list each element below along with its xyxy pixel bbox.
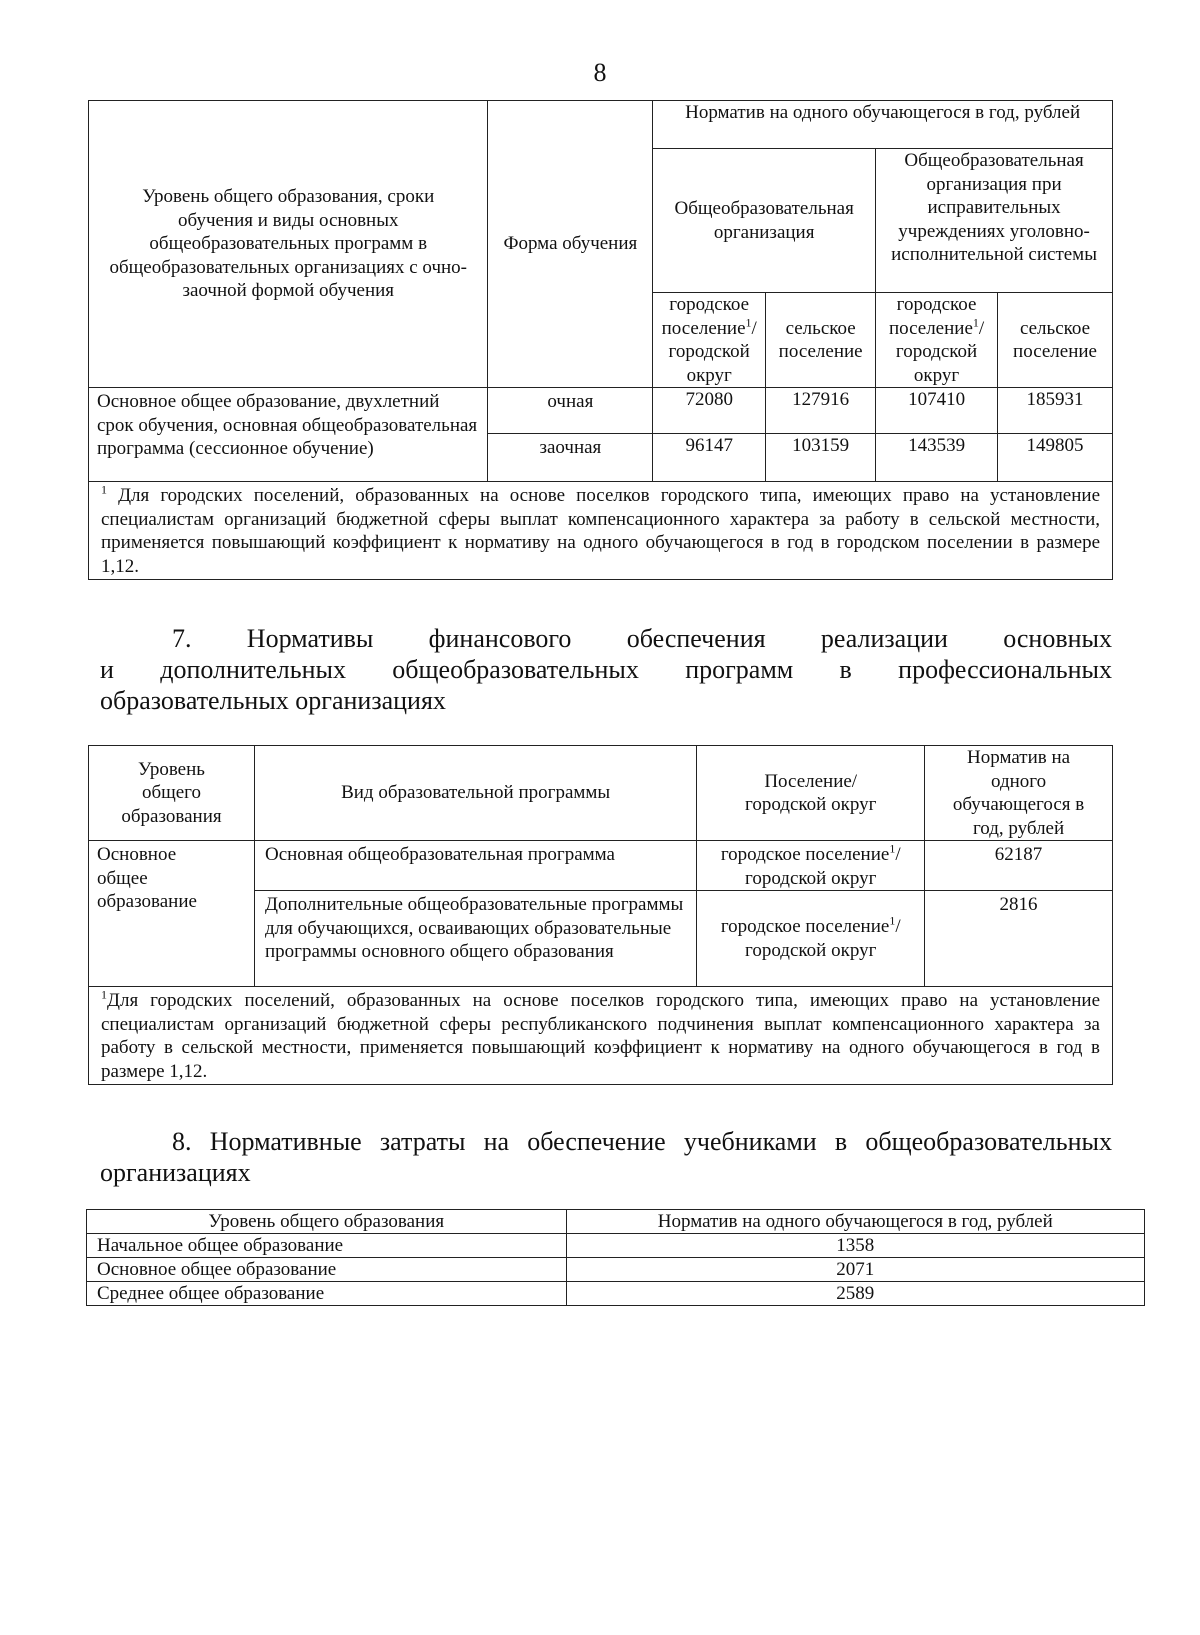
cell-value: 185931 (998, 388, 1113, 434)
level-cell: Основное общее образование (89, 841, 255, 987)
program-cell: Основная общеобразовательная программа (254, 841, 696, 891)
level-cell: Начальное общее образование (87, 1234, 567, 1258)
cell-value: 127916 (766, 388, 876, 434)
cell-form: очная (488, 388, 653, 434)
header-rural: сельское поселение (766, 293, 876, 388)
settlement-cell: городское поселение$^1$/ городской округ (697, 841, 925, 891)
footnote: $^1$ Для городских поселений, образованных на основе поселков городского типа, имеющих право на установление специалистам организаций бюджетной сферы выплат компенсационного характера за работу в сельской местности, применяется повышающий коэффициент к нормативу на одного обучающегося в год в городском поселении в размере 1,12. (89, 482, 1113, 580)
header-norm: Норматив на одного обучающегося в год, рублей (566, 1210, 1144, 1234)
header-level: Уровень общего образования, сроки обучения и виды основных общеобразовательных программ в общеобразовательных организациях с очно-заочной формой обучения (89, 101, 488, 388)
header-urban: городское поселение$^1$/ городской округ (653, 293, 766, 388)
section-8-heading (100, 1126, 1112, 1188)
program-cell: Дополнительные общеобразовательные программы для обучающихся, осваивающих образовательные программы основного общего образования (254, 891, 696, 987)
value-cell: 2071 (566, 1258, 1144, 1282)
header-rural-2: сельское поселение (998, 293, 1113, 388)
heading-line: 8. Нормативные затраты на обеспечение учебниками в общеобразовательных (172, 1127, 1112, 1156)
heading-line: образовательных организациях (100, 686, 446, 715)
header-level: Уровень общего образования (89, 746, 255, 841)
header-norm: Норматив на одного обучающегося в год, рублей (925, 746, 1113, 841)
heading-line: 7. Нормативы финансового обеспечения реализации основных (172, 624, 1112, 653)
table-professional-orgs (88, 745, 1113, 1085)
header-program: Вид образовательной программы (254, 746, 696, 841)
cell-value: 103159 (766, 434, 876, 482)
settlement-cell: городское поселение$^1$/ городской округ (697, 891, 925, 987)
table-ochno-zaochnoe (88, 100, 1113, 580)
header-level: Уровень общего образования (87, 1210, 567, 1234)
cell-value: 96147 (653, 434, 766, 482)
value-cell: 1358 (566, 1234, 1144, 1258)
section-7-heading (100, 623, 1112, 716)
cell-form: заочная (488, 434, 653, 482)
cell-value: 149805 (998, 434, 1113, 482)
heading-line: и дополнительных общеобразовательных программ в профессиональных (100, 655, 1112, 684)
header-norm: Норматив на одного обучающегося в год, рублей (653, 101, 1113, 149)
header-form: Форма обучения (488, 101, 653, 388)
header-urban-2: городское поселение$^1$/ городской округ (876, 293, 998, 388)
page-number: 8 (593, 58, 607, 87)
header-org: Общеобразовательная организация (653, 149, 876, 293)
heading-line: организациях (100, 1158, 251, 1187)
value-cell: 2589 (566, 1282, 1144, 1306)
value-cell: 2816 (925, 891, 1113, 987)
header-org-corr: Общеобразовательная организация при исправительных учреждениях уголовно-исполнительной системы (876, 149, 1113, 293)
level-cell: Основное общее образование (87, 1258, 567, 1282)
cell-value: 143539 (876, 434, 998, 482)
level-cell: Среднее общее образование (87, 1282, 567, 1306)
cell-value: 107410 (876, 388, 998, 434)
row-label: Основное общее образование, двухлетний срок обучения, основная общеобразовательная программа (сессионное обучение) (89, 388, 488, 482)
footnote: $^1$Для городских поселений, образованных на основе поселков городского типа, имеющих право на установление специалистам организаций бюджетной сферы республиканского подчинения выплат компенсационного характера за работу в сельской местности, применяется повышающий коэффициент к нормативу на одного обучающегося в год в размере 1,12. (89, 987, 1113, 1085)
table-textbooks (86, 1209, 1145, 1306)
header-settlement: Поселение/ городской округ (697, 746, 925, 841)
value-cell: 62187 (925, 841, 1113, 891)
cell-value: 72080 (653, 388, 766, 434)
